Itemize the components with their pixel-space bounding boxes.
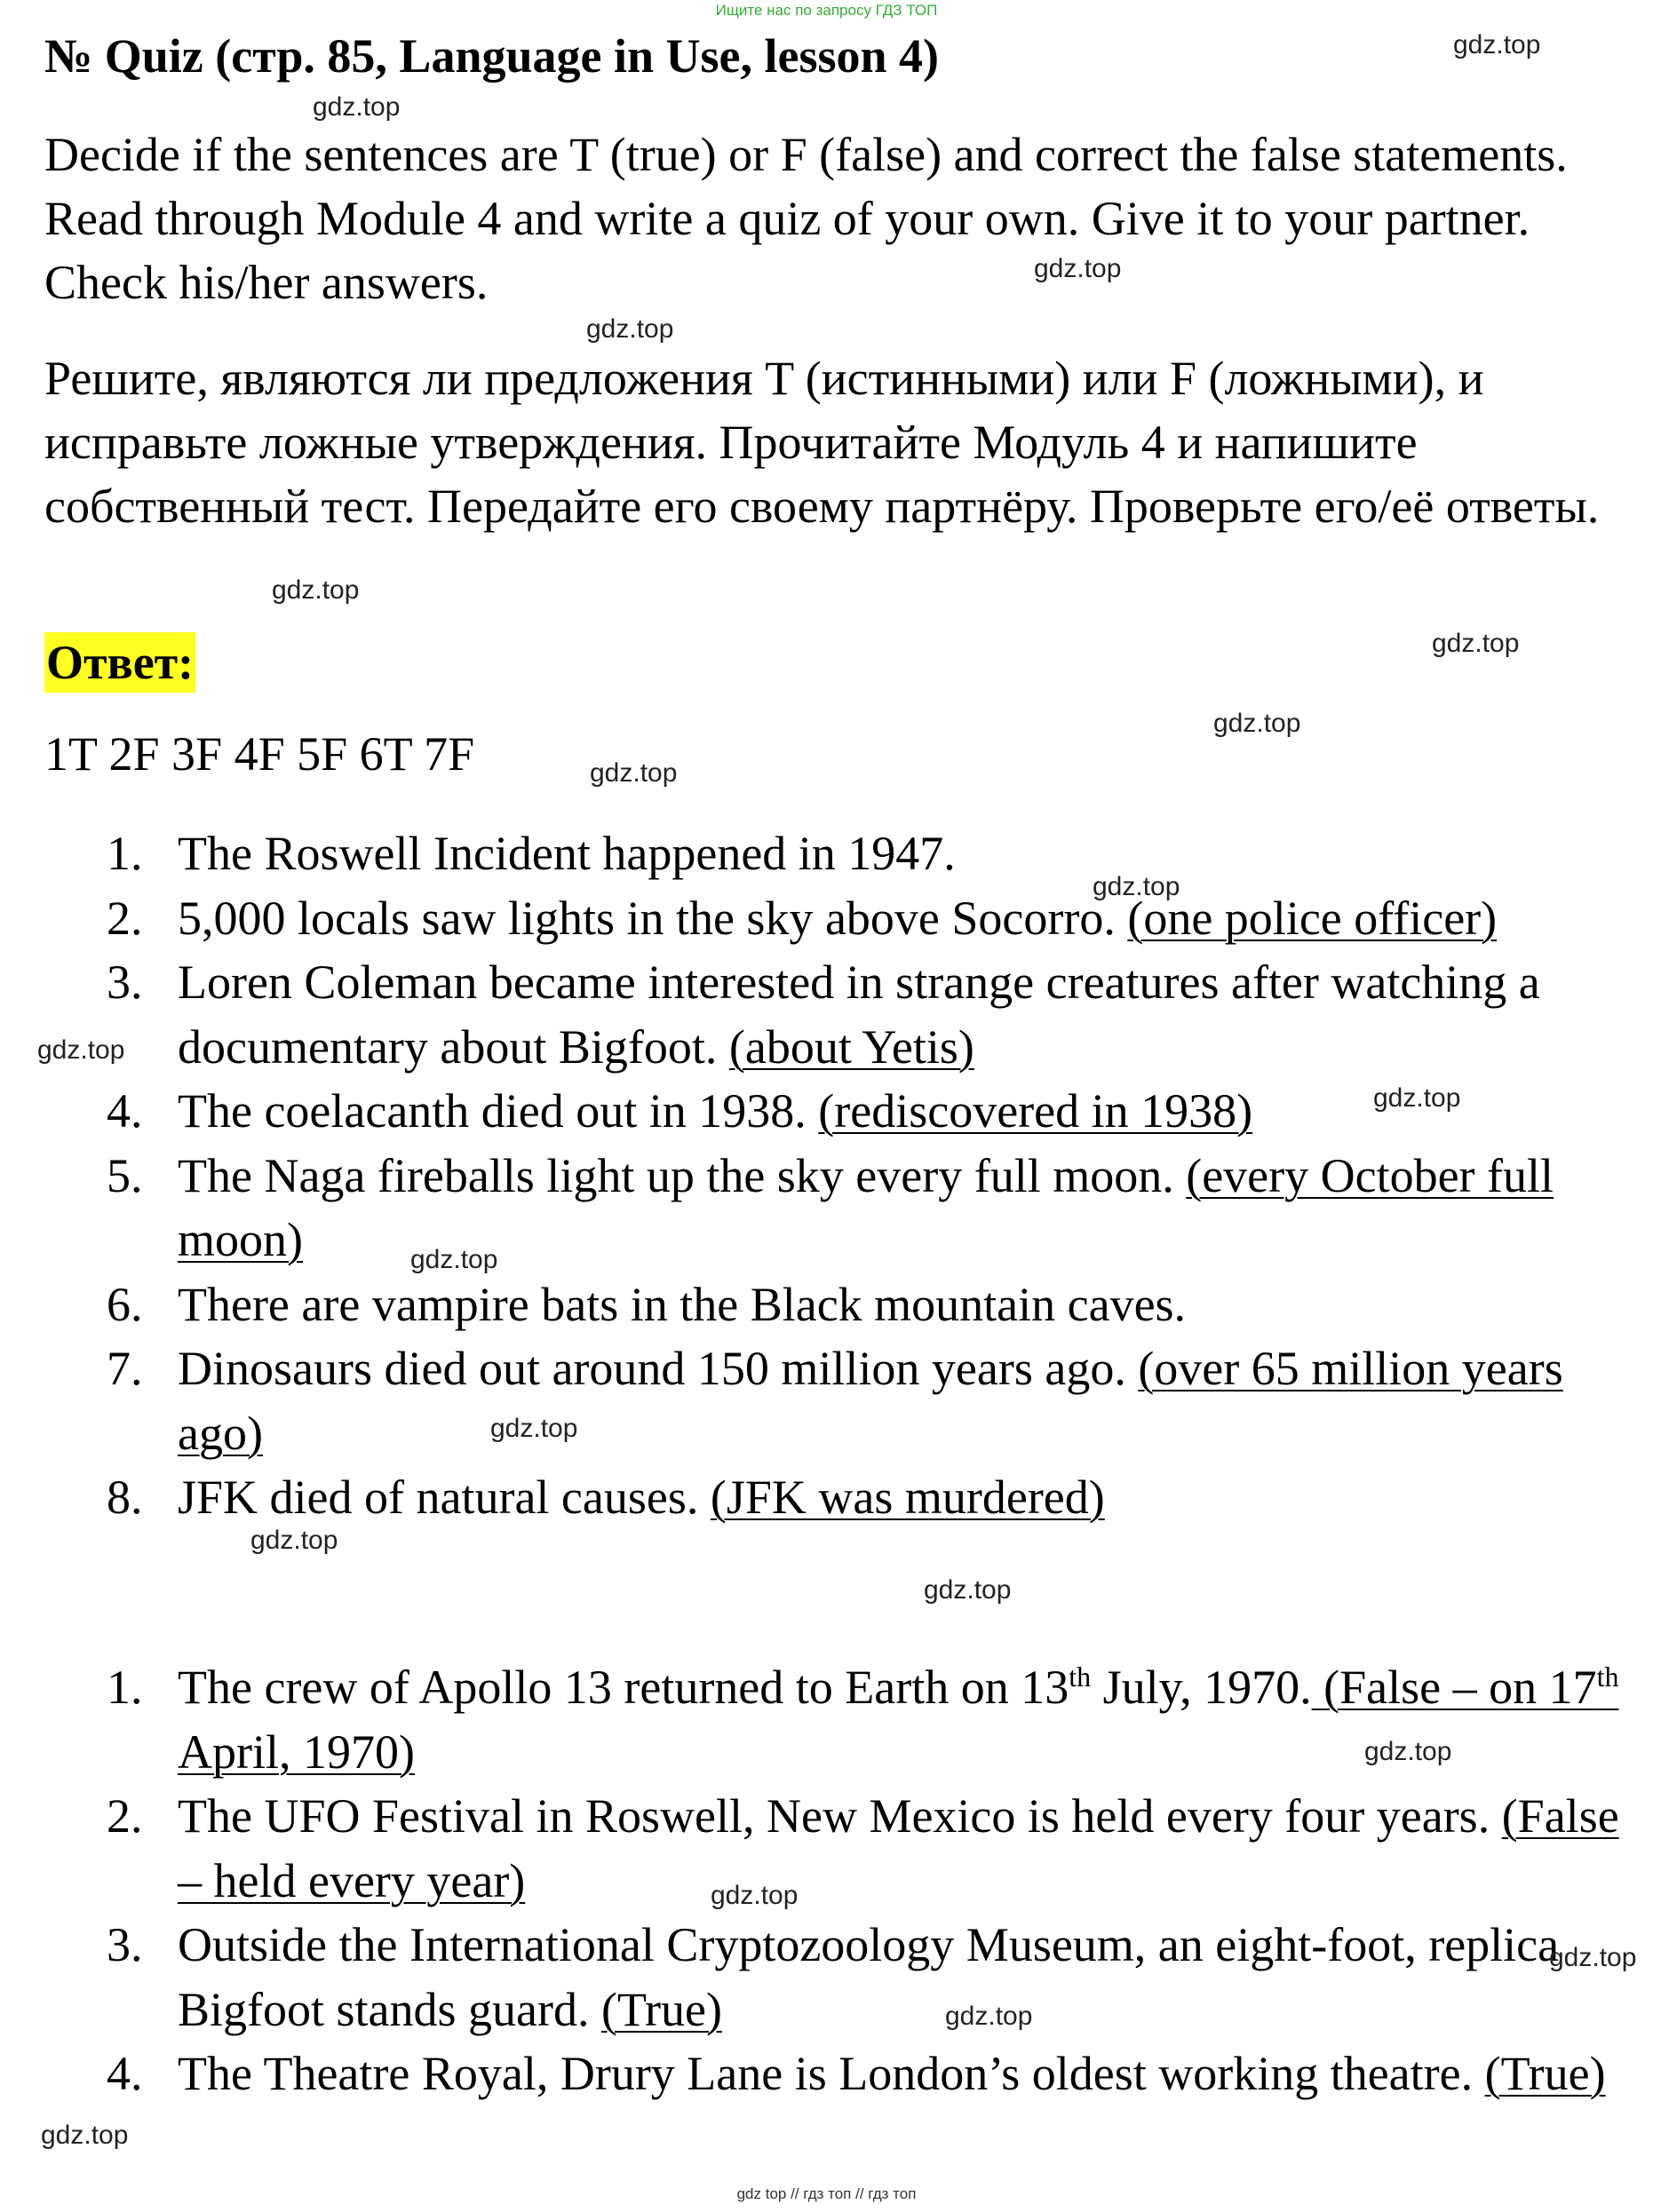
item-text: Dinosaurs died out around 150 million years ago. (178, 1342, 1139, 1395)
item-number: 7. (107, 1342, 143, 1395)
item-number: 5. (107, 1148, 143, 1202)
item-text-post: July, 1970. (1091, 1661, 1312, 1714)
item-correction: (True) (1484, 2047, 1606, 2100)
item-text: There are vampire bats in the Black mountain caves. (178, 1277, 1187, 1331)
answer-list-1 (0, 821, 1634, 1530)
item-text: Loren Coleman became interested in strange creatures after watching a documentary about Bigfoot. (178, 955, 1540, 1074)
watermark: gdz.top (1364, 1737, 1452, 1766)
footer: gdz top // гдз топ // гдз топ (736, 2185, 917, 2202)
watermark: gdz.top (37, 1035, 125, 1065)
watermark: gdz.top (490, 1414, 578, 1443)
item-text: The Roswell Incident happened in 1947. (178, 827, 956, 880)
list-item (0, 886, 1634, 951)
ordinal-suffix: th (1596, 1661, 1619, 1693)
item-number: 1. (107, 1661, 143, 1714)
list-item (0, 1784, 1634, 1913)
correction-pre: (False – on 17 (1311, 1661, 1597, 1714)
watermark: gdz.top (1034, 254, 1122, 283)
watermark: gdz.top (1093, 872, 1180, 901)
item-correction: (every October full moon) (178, 1148, 1554, 1266)
item-number: 6. (107, 1277, 143, 1331)
item-correction: (True) (600, 1982, 722, 2036)
item-correction: (about Yetis) (728, 1019, 974, 1074)
answer-label: Ответ: (44, 632, 195, 693)
item-correction: (over 65 million years ago) (178, 1342, 1563, 1460)
item-number: 2. (107, 891, 143, 945)
item-text: The UFO Festival in Roswell, New Mexico is held every four years. (178, 1789, 1502, 1843)
list-item (0, 1144, 1634, 1272)
watermark: gdz.top (41, 2121, 129, 2150)
list-item (0, 1913, 1637, 2042)
watermark: gdz.top (590, 758, 678, 788)
item-number: 3. (107, 1918, 143, 1971)
watermark: gdz.top (1213, 709, 1301, 738)
watermark: gdz.top (1432, 629, 1520, 658)
item-number: 4. (107, 1084, 143, 1138)
item-number: 3. (107, 955, 143, 1009)
item-number: 2. (107, 1789, 143, 1843)
watermark: gdz.top (586, 314, 674, 344)
item-number: 8. (107, 1471, 143, 1524)
instruction-english: Decide if the sentences are T (true) or F (false) and correct the false statements. Read through Module 4 and write a quiz of your own. Give it to your partner. Check his/her answers. (44, 128, 1568, 309)
list-item (0, 1336, 1634, 1465)
item-number: 4. (107, 2047, 143, 2100)
list-item (0, 1272, 1634, 1337)
instruction-russian: Решите, являются ли предложения T (истинными) или F (ложными), и исправьте ложные утверждения. Прочитайте Модуль 4 и напишите собственный тест. Передайте его своему партнёру. Проверьте его/её ответы. (44, 352, 1600, 533)
correction-post: April, 1970) (178, 1724, 415, 1779)
item-text: JFK died of natural causes. (178, 1471, 711, 1524)
watermark: gdz.top (410, 1245, 498, 1274)
item-text: The coelacanth died out in 1938. (178, 1084, 819, 1138)
item-correction: (JFK was murdered) (710, 1471, 1105, 1524)
answers-summary: 1T 2F 3F 4F 5F 6T 7F (44, 727, 475, 781)
item-text: The Naga fireballs light up the sky every full moon. (178, 1148, 1187, 1202)
list-item (0, 2042, 1634, 2106)
item-correction: (rediscovered in 1938) (818, 1084, 1253, 1138)
item-correction: (one police officer) (1127, 891, 1498, 945)
watermark: gdz.top (1453, 30, 1541, 59)
item-text: 5,000 locals saw lights in the sky above Socorro. (178, 891, 1128, 945)
watermark: gdz.top (1549, 1943, 1637, 1972)
top-banner: Ищите нас по запросу ГДЗ ТОП (715, 2, 938, 19)
item-correction: (False – held every year) (178, 1789, 1619, 1907)
item-text-pre: The crew of Apollo 13 returned to Earth on 13 (178, 1661, 1069, 1714)
list-item (0, 950, 1634, 1079)
watermark: gdz.top (250, 1526, 338, 1555)
item-text: The Theatre Royal, Drury Lane is London’s oldest working theatre. (178, 2047, 1485, 2100)
list-item (0, 821, 1634, 886)
ordinal-suffix: th (1069, 1661, 1092, 1693)
list-item (0, 1465, 1634, 1530)
page-title: № Quiz (стр. 85, Language in Use, lesson 4) (44, 29, 940, 83)
watermark: gdz.top (945, 2002, 1033, 2031)
watermark: gdz.top (1373, 1083, 1461, 1113)
item-number: 1. (107, 827, 143, 880)
watermark: gdz.top (313, 92, 401, 122)
watermark: gdz.top (711, 1881, 799, 1910)
item-text: Outside the International Cryptozoology Museum, an eight-foot, replica Bigfoot stands guard. (178, 1918, 1560, 2036)
answer-list-2 (0, 1655, 1637, 2106)
watermark: gdz.top (924, 1575, 1012, 1605)
watermark: gdz.top (272, 575, 360, 605)
